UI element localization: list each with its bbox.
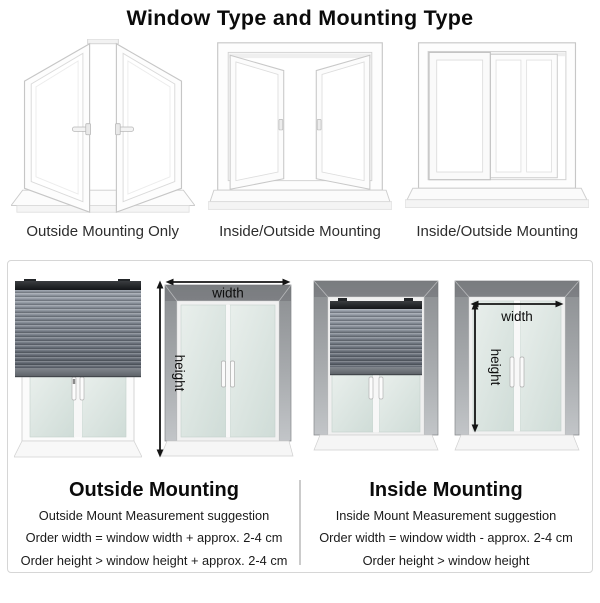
outside-mounting-heading: Outside Mounting (69, 479, 239, 501)
page-title: Window Type and Mounting Type (126, 6, 474, 30)
outside-mount-shade-illustration (14, 277, 142, 469)
inside-mount-shade-illustration (312, 277, 440, 469)
window-type-caption: Inside/Outside Mounting (219, 223, 381, 240)
window-handle-icon (279, 119, 283, 130)
cellular-shade-icon (330, 298, 422, 375)
inward-opening-window-illustration (208, 39, 392, 217)
width-label: width (500, 309, 533, 324)
window-type-row (4, 39, 596, 240)
infographic-page (0, 6, 600, 603)
window-type-caption: Inside/Outside Mounting (416, 223, 579, 240)
mounting-description-line: Inside Mount Measurement suggestion (335, 508, 557, 523)
mounting-info-box (7, 260, 593, 573)
inside-mounting-heading: Inside Mounting (369, 479, 523, 501)
mounting-description-line: Order height > window height + approx. 2-4 cm (20, 552, 288, 568)
french-casement-window-illustration (11, 39, 195, 217)
inside-mount-measurement-illustration (453, 277, 581, 469)
outside-mount-measurement-illustration (155, 277, 295, 469)
sliding-window-illustration (405, 39, 589, 217)
window-type-caption: Outside Mounting Only (26, 223, 179, 240)
inside-mounting-description (319, 505, 573, 572)
inside-diagram-row (312, 277, 581, 469)
panel-divider (299, 480, 301, 565)
outside-diagram-row (14, 277, 295, 469)
mounting-description-line: Outside Mount Measurement suggestion (38, 508, 270, 523)
outside-mounting-panel (8, 261, 300, 572)
window-type-card-3 (399, 39, 596, 240)
cellular-shade-icon (15, 279, 141, 377)
height-label: height (171, 354, 187, 392)
mounting-description-line: Order width = window width - approx. 2-4 cm (319, 530, 573, 546)
window-handle-icon (317, 119, 321, 130)
width-arrow (165, 279, 290, 286)
width-label: width (211, 285, 244, 301)
height-label: height (487, 348, 503, 386)
outside-mounting-description (21, 505, 288, 572)
window-type-card-1 (4, 39, 201, 240)
inside-mounting-panel (300, 261, 592, 572)
height-arrow (156, 281, 163, 458)
window-type-card-2 (201, 39, 398, 240)
mounting-description-line: Order height > window height (362, 552, 530, 568)
mounting-description-line: Order width = window width + approx. 2-4 cm (25, 530, 283, 546)
